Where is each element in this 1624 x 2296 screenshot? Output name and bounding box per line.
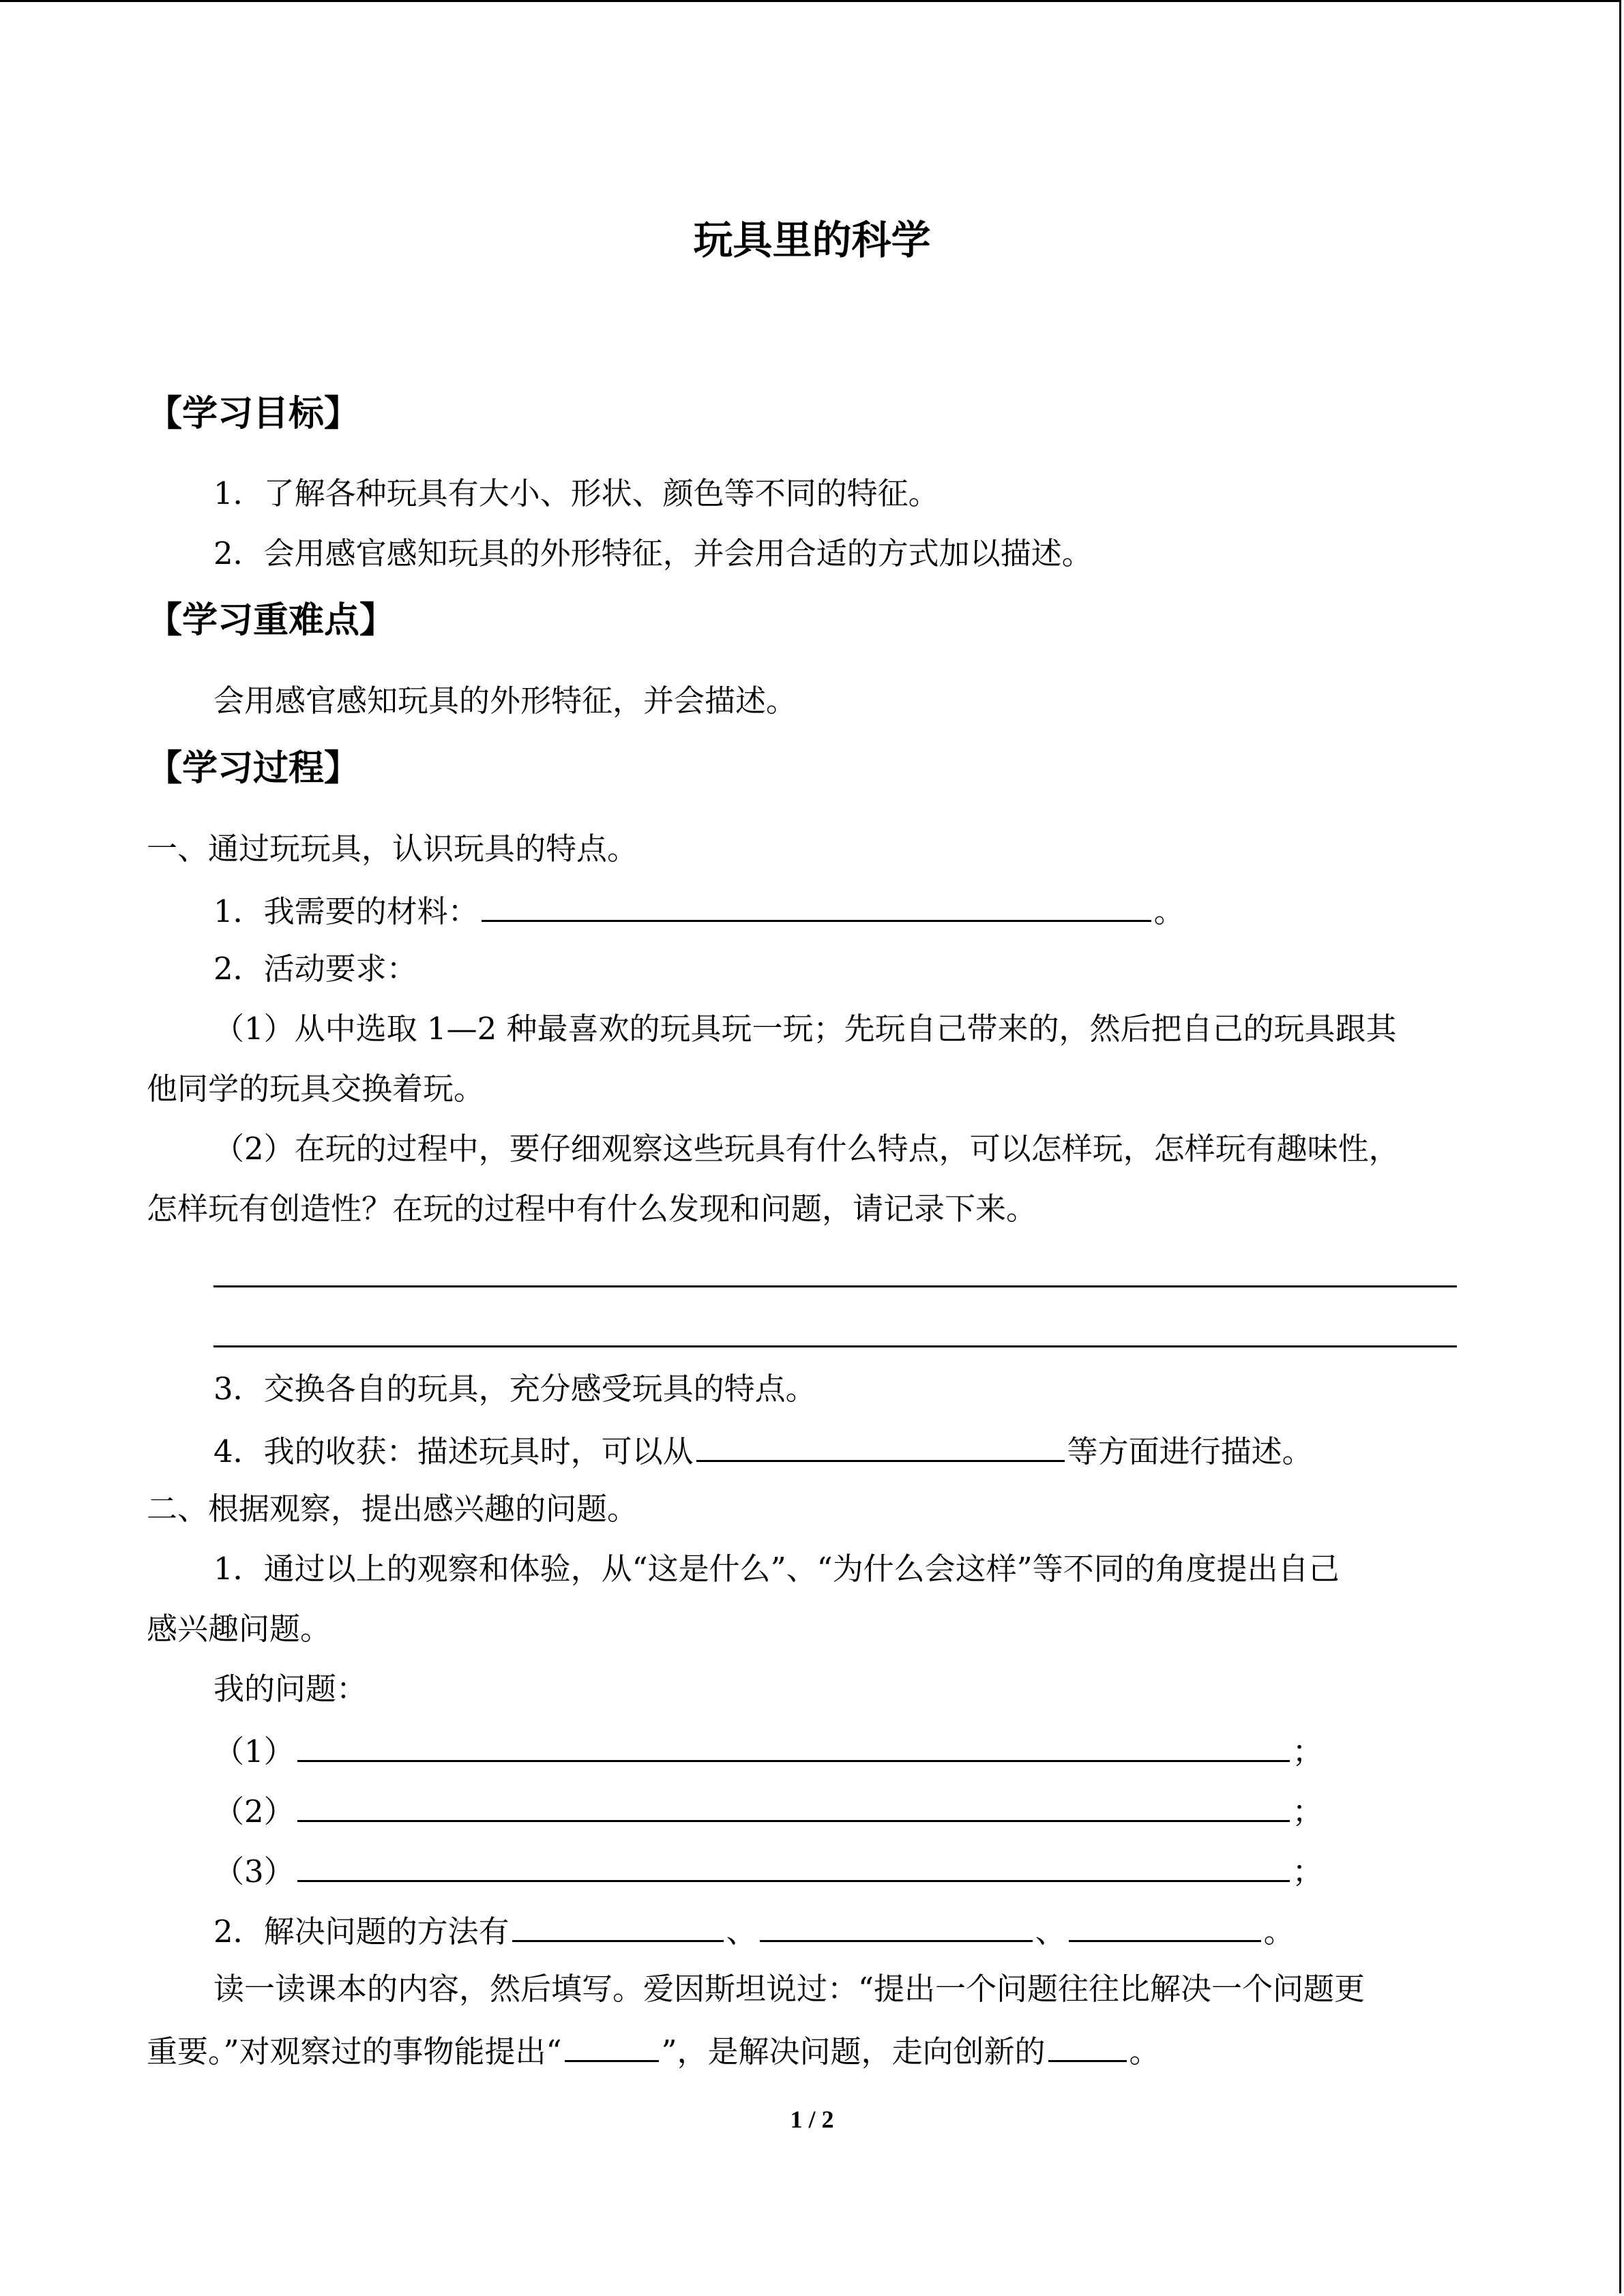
reading-text-b: ”，是解决问题，走向创新的 (661, 2033, 1046, 2070)
question-intro-line-2: 感兴趣问题。 (147, 1611, 331, 1647)
materials-label: 1．我需要的材料： (213, 893, 479, 929)
harvest-line (213, 1429, 1313, 1470)
requirement-1-line-1: （1）从中选取 1—2 种最喜欢的玩具玩一玩；先玩自己带来的，然后把自己的玩具跟其 (213, 1011, 1397, 1047)
question-2-blank[interactable] (297, 1789, 1290, 1822)
goal-item-2: 2．会用感官感知玩具的外形特征，并会用合适的方式加以描述。 (213, 535, 1093, 571)
methods-separator-1: 、 (726, 1913, 757, 1950)
reading-blank-2[interactable] (1048, 2029, 1127, 2062)
requirements-label: 2．活动要求： (213, 951, 417, 987)
question-1-suffix: ； (1292, 1733, 1323, 1770)
question-3-suffix: ； (1292, 1853, 1323, 1890)
reading-text-c: 。 (1129, 2033, 1160, 2070)
materials-suffix: 。 (1153, 893, 1185, 929)
heading-learning-process: 【学习过程】 (147, 748, 360, 789)
page-title: 玩具里的科学 (693, 217, 931, 263)
record-answer-line-2[interactable] (213, 1345, 1457, 1347)
question-3-blank[interactable] (297, 1849, 1290, 1882)
method-blank-3[interactable] (1069, 1909, 1261, 1942)
question-2-suffix: ； (1292, 1793, 1323, 1830)
question-2-label: （2） (213, 1793, 295, 1830)
methods-separator-2: 、 (1035, 1913, 1066, 1950)
method-blank-1[interactable] (512, 1909, 724, 1942)
part1-title: 一、通过玩玩具，认识玩具的特点。 (147, 831, 638, 867)
my-questions-label: 我的问题： (213, 1671, 368, 1707)
materials-blank[interactable] (482, 889, 1151, 922)
reading-blank-1[interactable] (565, 2029, 659, 2062)
question-intro-line-1: 1．通过以上的观察和体验，从“这是什么”、“为什么会这样”等不同的角度提出自己 (213, 1551, 1340, 1587)
heading-learning-goals: 【学习目标】 (147, 393, 360, 434)
question-row-1 (213, 1729, 1323, 1770)
methods-label: 2．解决问题的方法有 (213, 1913, 510, 1950)
reading-text-a: 重要。”对观察过的事物能提出“ (147, 2033, 562, 2070)
question-row-2 (213, 1789, 1323, 1830)
reading-line-2 (147, 2029, 1160, 2070)
harvest-label: 4．我的收获：描述玩具时，可以从 (213, 1433, 694, 1470)
methods-line (213, 1909, 1295, 1950)
requirement-1-line-2: 他同学的玩具交换着玩。 (147, 1071, 485, 1107)
exchange-toys-text: 3．交换各自的玩具，充分感受玩具的特点。 (213, 1371, 816, 1407)
question-3-label: （3） (213, 1853, 295, 1890)
requirement-2-line-2: 怎样玩有创造性？在玩的过程中有什么发现和问题，请记录下来。 (147, 1191, 1037, 1227)
record-answer-line-1[interactable] (213, 1285, 1457, 1287)
question-1-label: （1） (213, 1733, 295, 1770)
harvest-suffix: 等方面进行描述。 (1067, 1433, 1313, 1470)
requirement-2-line-1: （2）在玩的过程中，要仔细观察这些玩具有什么特点，可以怎样玩，怎样玩有趣味性， (213, 1131, 1400, 1167)
question-row-3 (213, 1849, 1323, 1890)
materials-line (213, 889, 1185, 929)
methods-suffix: 。 (1263, 1913, 1295, 1950)
harvest-blank[interactable] (696, 1429, 1065, 1462)
key-points-text: 会用感官感知玩具的外形特征，并会描述。 (213, 683, 797, 719)
method-blank-2[interactable] (760, 1909, 1033, 1942)
page-number: 1 / 2 (790, 2106, 834, 2133)
question-1-blank[interactable] (297, 1729, 1290, 1762)
reading-line-1: 读一读课本的内容，然后填写。爱因斯坦说过：“提出一个问题往往比解决一个问题更 (213, 1971, 1365, 2007)
goal-item-1: 1．了解各种玩具有大小、形状、颜色等不同的特征。 (213, 475, 939, 511)
heading-key-points: 【学习重难点】 (147, 600, 396, 641)
part2-title: 二、根据观察，提出感兴趣的问题。 (147, 1491, 638, 1527)
